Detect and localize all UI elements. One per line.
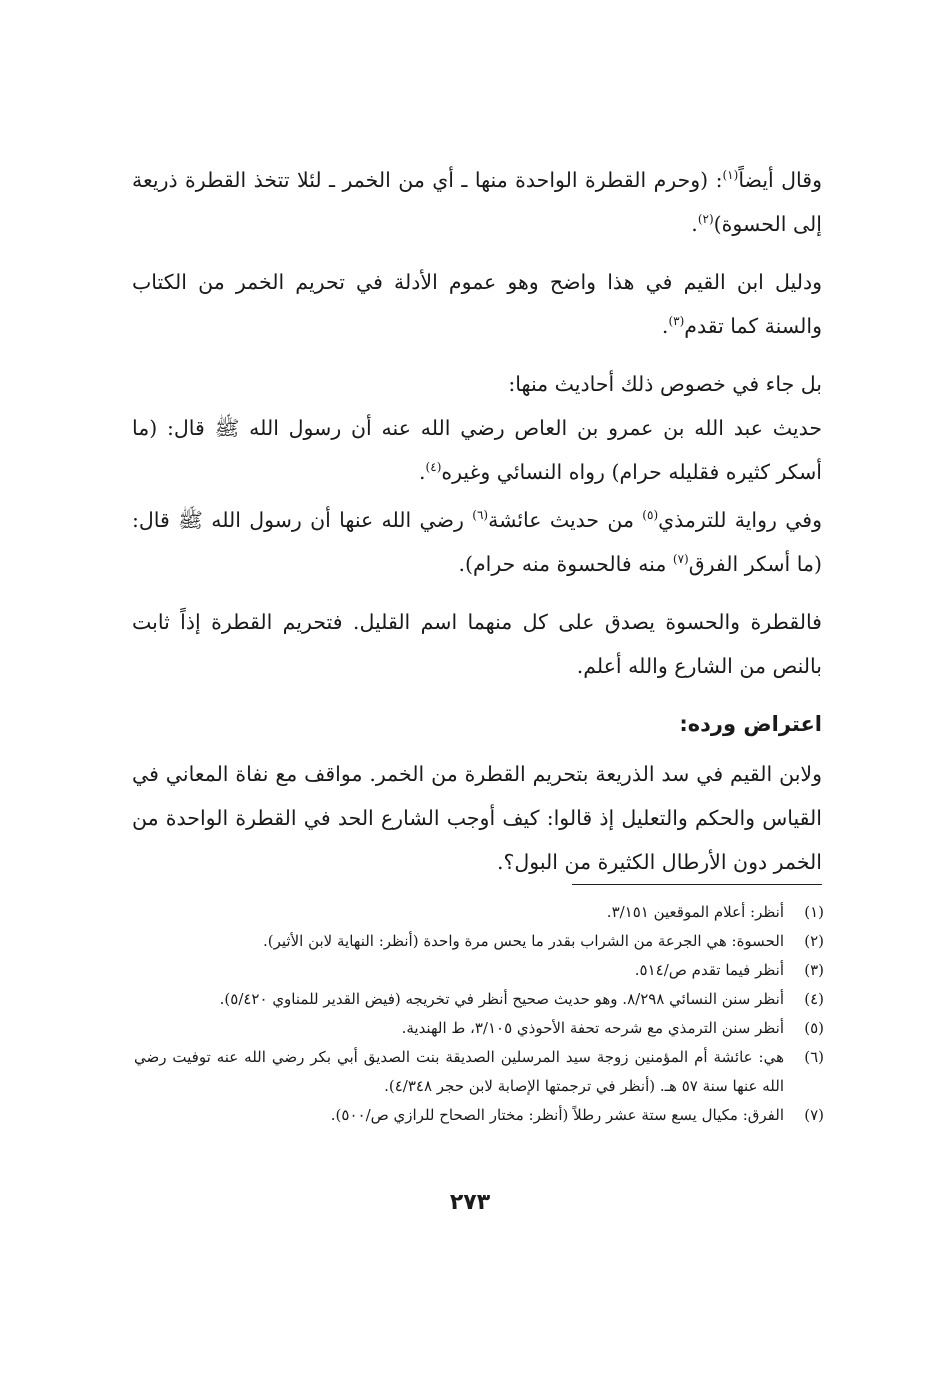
footnotes <box>134 898 824 1130</box>
footnote-number: (٧) <box>804 1106 824 1124</box>
paragraph-2-text: . <box>661 314 669 338</box>
paragraph-6 <box>132 600 822 688</box>
main-text <box>132 158 822 884</box>
paragraph-6-text: فالقطرة والحسوة يصدق على كل منهما اسم القليل. فتحريم القطرة إذاً ثابت بالنص من الشارع والله أعلم. <box>132 610 822 678</box>
paragraph-1-text: وقال أيضاً <box>738 168 823 192</box>
footnote-text: الحسوة: هي الجرعة من الشراب بقدر ما يحس مرة واحدة (أنظر: النهاية لابن الأثير). <box>262 932 784 950</box>
footnote-text: أنظر سنن الترمذي مع شرحه تحفة الأحوذي ٣/١٠٥، ط الهندية. <box>401 1019 784 1037</box>
footnote-text: أنظر سنن النسائي ٨/٢٩٨. وهو حديث صحيح أنظر في تخريجه (فيض القدير للمناوي ٥/٤٢٠). <box>219 990 784 1008</box>
footnote-number: (١) <box>804 903 824 921</box>
footnote-text: هي: عائشة أم المؤمنين زوجة سيد المرسلين الصديقة بنت الصديق أبي بكر رضي الله عنه توفيت رضي الله عنها سنة ٥٧ هـ. (أنظر في ترجمتها الإصابة لابن حجر ٤/٣٤٨). <box>134 1048 784 1095</box>
footnote-text: الفرق: مكيال يسع ستة عشر رطلاً (أنظر: مختار الصحاح للرازي ص/٥٠٠). <box>330 1106 784 1124</box>
paragraph-1-text: : (وحرم القطرة الواحدة منها ـ أي من الخمر ـ لئلا تتخذ القطرة ذريعة إلى الحسوة) <box>132 168 822 236</box>
paragraph-5-text: وفي رواية للترمذي <box>658 508 823 532</box>
footnote-item <box>134 927 824 956</box>
footnote-divider <box>572 884 822 885</box>
objection-paragraph: ولابن القيم في سد الذريعة بتحريم القطرة من الخمر. مواقف مع نفاة المعاني في القياس والحكم والتعليل إذ قالوا: كيف أوجب الشارع الحد في القطرة الواحدة من الخمر دون الأرطال الكثيرة من البول؟. <box>132 762 822 874</box>
paragraph-5-text: رضي الله عنها أن رسول الله ﷺ قال: (ما أسكر الفرق <box>132 508 822 576</box>
footnote-number: (٦) <box>804 1048 824 1066</box>
paragraph-5 <box>132 498 822 586</box>
footnote-number: (٣) <box>804 961 824 979</box>
footnote-item <box>134 956 824 985</box>
paragraph-5-text: من حديث عائشة <box>488 508 643 532</box>
paragraph-1 <box>132 158 822 246</box>
footnote-ref-4: (٤) <box>425 460 442 475</box>
footnote-item <box>134 898 824 927</box>
footnote-number: (٤) <box>804 990 824 1008</box>
footnote-item <box>134 1014 824 1043</box>
footnote-ref-2: (٢) <box>697 212 714 227</box>
paragraph-4 <box>132 406 822 494</box>
page-number: ٢٧٣ <box>449 1190 491 1215</box>
paragraph-2 <box>132 260 822 348</box>
footnote-ref-6: (٦) <box>472 508 489 523</box>
footnote-number: (٢) <box>804 932 824 950</box>
footnote-ref-7: (٧) <box>672 552 689 567</box>
paragraph-3-text: بل جاء في خصوص ذلك أحاديث منها: <box>508 372 822 396</box>
footnote-text: أنظر فيما تقدم ص/٥١٤. <box>634 961 784 979</box>
footnote-ref-1: (١) <box>722 168 739 183</box>
footnote-item <box>134 1043 824 1101</box>
paragraph-2-text: ودليل ابن القيم في هذا واضح وهو عموم الأدلة في تحريم الخمر من الكتاب والسنة كما تقدم <box>132 270 822 338</box>
footnote-item <box>134 985 824 1014</box>
footnote-ref-3: (٣) <box>668 314 685 329</box>
section-heading: اعتراض ورده: <box>679 712 822 736</box>
footnote-number: (٥) <box>804 1019 824 1037</box>
footnote-ref-5: (٥) <box>642 508 659 523</box>
footnote-text: أنظر: أعلام الموقعين ٣/١٥١. <box>606 903 784 921</box>
paragraph-1-text: . <box>691 212 698 236</box>
paragraph-5-text: منه فالحسوة منه حرام). <box>458 552 673 576</box>
paragraph-3 <box>132 362 822 406</box>
paragraph-4-text: . <box>419 460 426 484</box>
footnote-item <box>134 1101 824 1130</box>
paragraph-4-text: حديث عبد الله بن عمرو بن العاص رضي الله عنه أن رسول الله ﷺ قال: (ما أسكر كثيره فقليله حرام) رواه النسائي وغيره <box>132 416 822 484</box>
